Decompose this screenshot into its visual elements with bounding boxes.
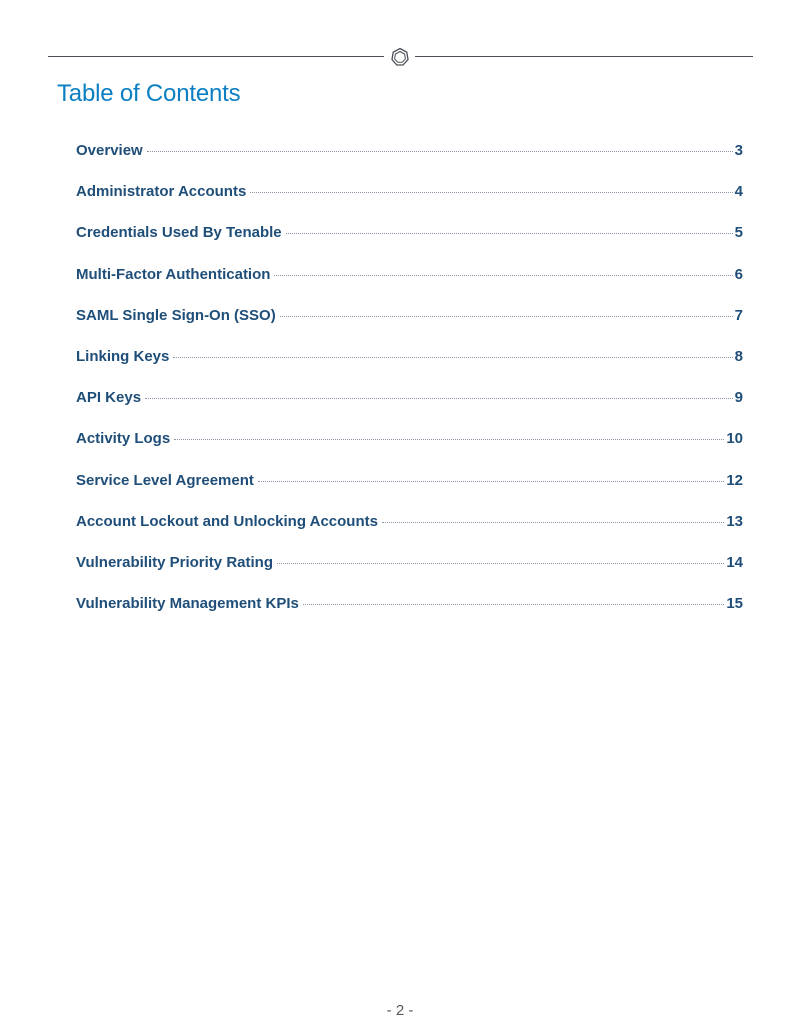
toc-entry-label: Account Lockout and Unlocking Accounts: [76, 512, 378, 530]
dot-leader: [382, 522, 724, 523]
toc-entry-label: Vulnerability Management KPIs: [76, 595, 299, 613]
toc-entry-label: Linking Keys: [76, 347, 170, 365]
toc-entry-credentials-used-by-tenable[interactable]: [76, 224, 743, 265]
toc-entry-account-lockout[interactable]: [76, 513, 743, 554]
toc-entry-page: 8: [734, 347, 743, 365]
dot-leader: [277, 563, 724, 564]
dot-leader: [258, 481, 724, 482]
toc-entry-administrator-accounts[interactable]: [76, 183, 743, 224]
toc-entry-page: 5: [734, 224, 743, 242]
header-rule-right: [415, 56, 753, 57]
toc-entry-page: 6: [734, 265, 743, 283]
toc-entry-page: 9: [734, 389, 743, 407]
toc-entry-label: API Keys: [76, 389, 142, 407]
dot-leader: [286, 233, 733, 234]
toc-entry-label: Activity Logs: [76, 430, 171, 448]
dot-leader: [173, 357, 732, 358]
toc-entry-vulnerability-management-kpis[interactable]: [76, 595, 743, 636]
toc-entry-saml-sso[interactable]: [76, 307, 743, 348]
toc-entry-page: 12: [726, 471, 743, 489]
toc-entry-label: Service Level Agreement: [76, 471, 254, 489]
dot-leader: [303, 604, 724, 605]
toc-entry-page: 14: [726, 553, 743, 571]
toc-entry-label: Administrator Accounts: [76, 183, 247, 201]
header-rule-left: [48, 56, 384, 57]
toc-entry-label: SAML Single Sign-On (SSO): [76, 306, 276, 324]
toc-entry-activity-logs[interactable]: [76, 430, 743, 471]
toc-entry-label: Multi-Factor Authentication: [76, 265, 271, 283]
tenable-logo-icon: [390, 47, 410, 67]
toc-entry-api-keys[interactable]: [76, 389, 743, 430]
dot-leader: [280, 316, 733, 317]
page-number: - 2 -: [386, 1002, 414, 1019]
toc-entry-page: 10: [726, 430, 743, 448]
toc-entry-label: Overview: [76, 142, 143, 159]
toc-entry-label: Vulnerability Priority Rating: [76, 553, 273, 571]
toc-entry-vulnerability-priority-rating[interactable]: [76, 554, 743, 595]
toc-entry-page: 7: [734, 306, 743, 324]
dot-leader: [274, 275, 732, 276]
toc-entry-overview[interactable]: [76, 142, 743, 183]
dot-leader: [174, 439, 724, 440]
page-title: Table of Contents: [57, 80, 241, 107]
dot-leader: [250, 192, 732, 193]
toc-entry-multi-factor-authentication[interactable]: [76, 266, 743, 307]
dot-leader: [145, 398, 733, 399]
toc-entry-service-level-agreement[interactable]: [76, 472, 743, 513]
toc-entry-page: 3: [734, 142, 743, 159]
toc-entry-label: Credentials Used By Tenable: [76, 224, 282, 242]
toc-entry-page: 4: [734, 183, 743, 201]
table-of-contents: [76, 142, 743, 636]
header-divider: [48, 46, 753, 68]
toc-entry-page: 13: [726, 512, 743, 530]
dot-leader: [147, 151, 733, 152]
toc-entry-linking-keys[interactable]: [76, 348, 743, 389]
toc-entry-page: 15: [726, 595, 743, 613]
